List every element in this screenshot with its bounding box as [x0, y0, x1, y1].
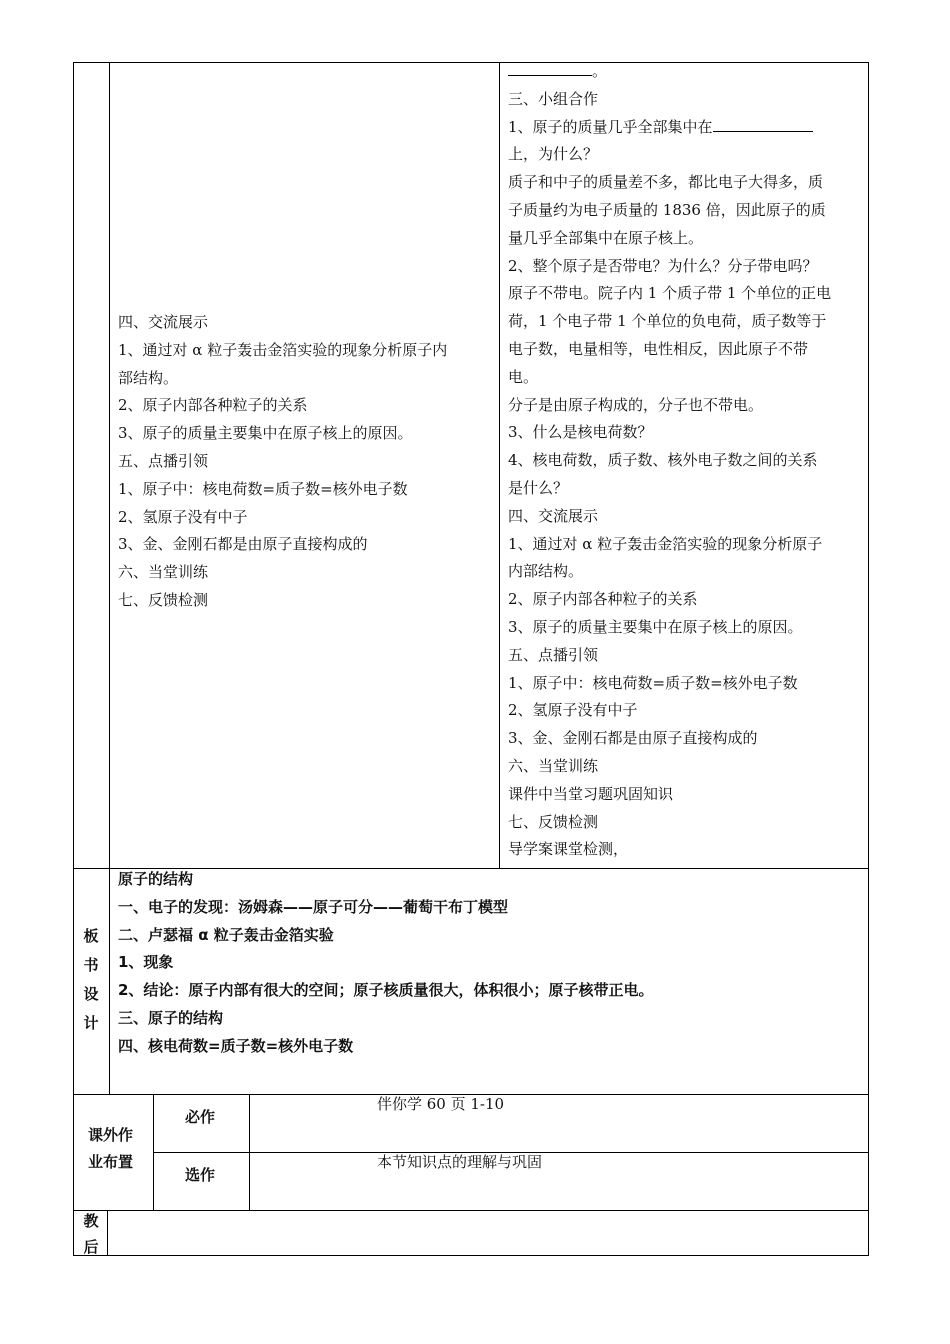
- text-line: 七、反馈检测: [508, 812, 599, 831]
- text-line: 1、通过对 α 粒子轰击金箔实验的现象分析原子: [508, 534, 823, 553]
- column-divider-left: [109, 62, 110, 1094]
- label-char: 计: [83, 1014, 99, 1032]
- text-line: 3、原子的质量主要集中在原子核上的原因。: [118, 424, 413, 443]
- label-char: 设: [83, 985, 99, 1003]
- homework-label-line-2: 业布置: [88, 1153, 134, 1171]
- fill-blank-line: [508, 58, 831, 86]
- text-line: 4、核电荷数，质子数、核外电子数之间的关系: [508, 451, 818, 470]
- text-line: 导学案课堂检测，: [508, 840, 629, 859]
- reflection-label: [76, 1208, 106, 1260]
- text-line: 是什么？: [508, 478, 569, 497]
- text-line: 3、什么是核电荷数？: [508, 423, 653, 442]
- column-divider-middle: [499, 62, 500, 868]
- text-line: 部结构。: [118, 368, 179, 387]
- text-line: 五、点播引领: [118, 451, 209, 470]
- text-line: 六、当堂训练: [118, 563, 209, 582]
- text-line: 原子不带电。院子内 1 个质子带 1 个单位的正电: [508, 284, 832, 303]
- text-line: 子质量约为电子质量的 1836 倍，因此原子的质: [508, 200, 826, 219]
- optional-label: 选作: [185, 1166, 216, 1184]
- blank-suffix: 。: [592, 62, 608, 80]
- text-line: 3、原子的质量主要集中在原子核上的原因。: [508, 617, 803, 636]
- text-line: 3、金、金刚石都是由原子直接构成的: [508, 729, 758, 748]
- board-title: 原子的结构: [118, 870, 194, 888]
- text-line: 2、整个原子是否带电？为什么？分子带电吗？: [508, 256, 818, 275]
- text-line: 1、原子中：核电荷数=质子数=核外电子数: [508, 673, 798, 692]
- label-char: 书: [83, 956, 99, 974]
- board-line: 四、核电荷数=质子数=核外电子数: [118, 1036, 354, 1055]
- text-line: 课件中当堂习题巩固知识: [508, 784, 674, 803]
- text-line: 分子是由原子构成的，分子也不带电。: [508, 395, 764, 414]
- text-line: 量几乎全部集中在原子核上。: [508, 228, 704, 247]
- text-line: 2、氢原子没有中子: [508, 701, 638, 720]
- board-line: 2、结论：原子内部有很大的空间；原子核质量很大，体积很小；原子核带正电。: [118, 981, 654, 1000]
- label-char: 板: [83, 927, 99, 945]
- homework-label-line-1: 课外作: [88, 1126, 134, 1144]
- question-text: 1、原子的质量几乎全部集中在: [508, 117, 713, 136]
- board-design-label: [76, 922, 106, 1038]
- label-char: 教: [83, 1212, 99, 1230]
- board-design-content: [118, 866, 653, 1061]
- required-label: 必作: [185, 1108, 216, 1126]
- text-line: 电子数，电量相等，电性相反，因此原子不带: [508, 339, 809, 358]
- text-line: 质子和中子的质量差不多，都比电子大得多，质: [508, 173, 824, 192]
- text-line: 1、原子中：核电荷数=质子数=核外电子数: [118, 479, 408, 498]
- text-line: 2、原子内部各种粒子的关系: [508, 590, 698, 609]
- board-line: 二、卢瑟福 α 粒子轰击金箔实验: [118, 925, 334, 944]
- middle-column-content: [118, 309, 447, 615]
- text-line: 上，为什么？: [508, 145, 599, 164]
- text-line: 四、交流展示: [508, 506, 599, 525]
- homework-divider-1: [153, 1094, 154, 1210]
- optional-text: 本节知识点的理解与巩固: [377, 1153, 543, 1171]
- required-text: 伴你学 60 页 1-10: [377, 1095, 505, 1113]
- question-line: [508, 114, 831, 142]
- text-line: 2、原子内部各种粒子的关系: [118, 396, 308, 415]
- board-line: 三、原子的结构: [118, 1008, 224, 1027]
- text-line: 2、氢原子没有中子: [118, 507, 248, 526]
- row-divider-reflection: [73, 1210, 869, 1211]
- homework-divider-2: [249, 1094, 250, 1210]
- text-line: 内部结构。: [508, 562, 584, 581]
- table-left-border: [73, 62, 74, 1256]
- text-line: 电。: [508, 367, 539, 386]
- text-line: 3、金、金刚石都是由原子直接构成的: [118, 535, 368, 554]
- text-line: 五、点播引领: [508, 645, 599, 664]
- text-line: 1、通过对 α 粒子轰击金箔实验的现象分析原子内: [118, 340, 448, 359]
- table-right-border: [868, 62, 869, 1256]
- text-line: 四、交流展示: [118, 313, 209, 331]
- board-line: 一、电子的发现：汤姆森——原子可分——葡萄干布丁模型: [118, 897, 509, 916]
- reflection-divider: [107, 1210, 108, 1256]
- answer-blank[interactable]: [713, 115, 813, 132]
- section-heading: 三、小组合作: [508, 89, 599, 108]
- right-column-content: [508, 58, 831, 864]
- label-char: 后: [83, 1238, 99, 1256]
- text-line: 荷，1 个电子带 1 个单位的负电荷，质子数等于: [508, 312, 827, 331]
- text-line: 七、反馈检测: [118, 590, 209, 609]
- answer-blank[interactable]: [508, 59, 592, 76]
- text-line: 六、当堂训练: [508, 756, 599, 775]
- table-bottom-border: [73, 1255, 869, 1256]
- board-line: 1、现象: [118, 953, 174, 972]
